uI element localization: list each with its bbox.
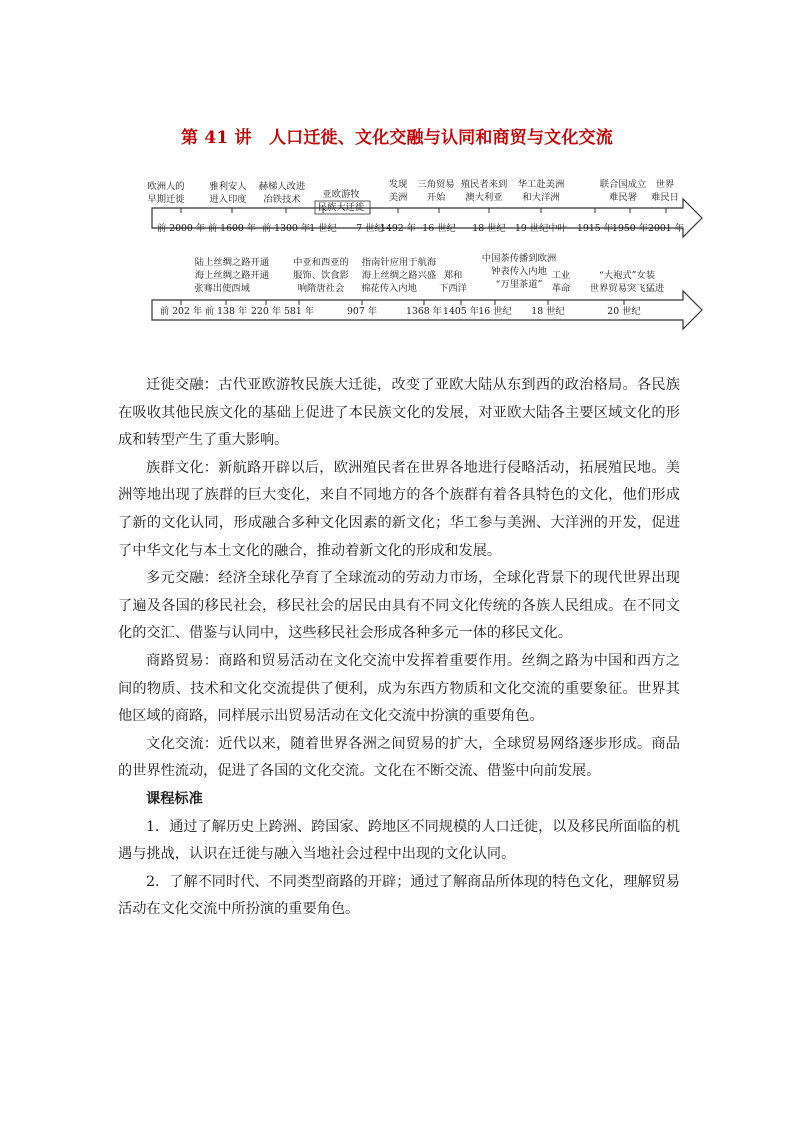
- top-event: [209, 180, 246, 205]
- bottom-event: [439, 269, 467, 294]
- bottom-event-line: 下西洋: [439, 283, 467, 294]
- bottom-event-line: 响隋唐社会: [297, 283, 345, 294]
- bottom-event-line: 海上丝绸之路兴盛: [361, 270, 437, 281]
- bottom-event-line: “大袍式”女装: [599, 270, 655, 281]
- top-event-line: 开始: [426, 192, 446, 203]
- top-event-line: 三角贸易: [417, 179, 455, 190]
- bottom-event: [482, 252, 556, 290]
- bottom-event: [552, 269, 571, 294]
- bottom-event-line: 棉花传入内地: [361, 283, 417, 294]
- top-event-line: 进入印度: [209, 194, 247, 205]
- top-event-line: 美洲: [388, 192, 408, 203]
- timeline-figure: [0, 0, 794, 340]
- bottom-event: [293, 256, 349, 294]
- tick-label: 18 世纪: [531, 306, 565, 317]
- bottom-event-line: 服饰、饮食影: [293, 270, 349, 281]
- bottom-event-line: 郑和: [443, 270, 463, 281]
- tick-label: 前 1600 年: [207, 223, 257, 234]
- top-event: [600, 178, 647, 203]
- tick-label: 1492 年: [380, 223, 416, 234]
- top-event-line: 亚欧游牧: [322, 189, 360, 200]
- top-event: [389, 178, 408, 203]
- tick-label: 前 2000 年: [156, 223, 206, 234]
- tick-label: 19 世纪中叶: [515, 223, 567, 234]
- tick-label: 18 世纪: [472, 223, 506, 234]
- bottom-event-line: 张骞出使西域: [194, 283, 250, 294]
- bottom-event-line: 革命: [551, 283, 571, 294]
- tick-label: 220 年: [251, 306, 281, 317]
- tick-label: 2001 年: [648, 223, 684, 234]
- tick-label: 前 138 年: [204, 306, 248, 317]
- bottom-event-line: 指南针应用于航海: [361, 257, 437, 268]
- paragraph-migration: 迁徙交融：古代亚欧游牧民族大迁徙，改变了亚欧大陆从东到西的政治格局。各民族在吸收其他民族文化的基础上促进了本民族文化的发展，对亚欧大陆各主要区域文化的形成和转型产生了重大影响。: [118, 377, 680, 449]
- top-event: [651, 178, 679, 203]
- paragraph-ethnic-culture: 族群文化：新航路开辟以后，欧洲殖民者在世界各地进行侵略活动，拓展殖民地。美洲等地出现了族群的巨大变化，来自不同地方的各个族群有着各具特色的文化，他们形成了新的文化认同，形成融合多种文化因素的新文化；华工参与美洲、大洋洲的开发，促进了中华文化与本土文化的融合，推动着新文化的形成和发展。: [118, 459, 680, 559]
- page-title: 第 41 讲 人口迁徙、文化交融与认同和商贸与文化交流: [181, 128, 613, 148]
- top-event-line: 早期迁徙: [147, 194, 185, 205]
- bottom-event: [590, 269, 664, 294]
- bottom-event-line: 中国茶传播到欧洲: [481, 253, 557, 264]
- top-event-line: 难民署: [609, 192, 637, 203]
- tick-label: 1405 年: [443, 306, 479, 317]
- top-event-line: 和大洋洲: [522, 192, 560, 203]
- top-event-line: 联合国成立: [599, 179, 647, 190]
- bottom-event-line: 钟表传入内地: [491, 266, 547, 277]
- body-text: [118, 372, 680, 924]
- tick-label: 581 年: [284, 306, 314, 317]
- tick-label: 907 年: [347, 306, 377, 317]
- top-event-line: 世界: [655, 179, 675, 190]
- tick-label: 1 世纪: [309, 223, 337, 234]
- bottom-event-line: 中亚和西亚的: [293, 257, 349, 268]
- top-event-line: 冶铁技术: [263, 194, 301, 205]
- top-event: [318, 188, 365, 213]
- top-event-line: 民族大迁徙: [317, 202, 365, 213]
- timeline-bottom-events: [194, 252, 664, 294]
- tick-label: 7 世纪: [356, 223, 384, 234]
- bottom-event-line: 世界贸易突飞猛进: [589, 283, 665, 294]
- top-event-line: 澳大利亚: [465, 192, 503, 203]
- bottom-event-line: 海上丝绸之路开通: [194, 270, 270, 281]
- bottom-event-line: 陆上丝绸之路开通: [194, 257, 270, 268]
- top-event-line: 雅利安人: [209, 181, 247, 192]
- tick-label: 1368 年: [406, 306, 442, 317]
- tick-label: 16 世纪: [422, 223, 456, 234]
- bottom-event-line: “万里茶道”: [495, 279, 543, 290]
- bottom-event-line: 工业: [551, 270, 571, 281]
- paragraph-trade-routes: 商路贸易：商路和贸易活动在文化交流中发挥着重要作用。丝绸之路为中国和西方之间的物质、技术和文化交流提供了便利，成为东西方物质和文化交流的重要象征。世界其他区域的商路，同样展示出贸易活动在文化交流中扮演的重要角色。: [118, 652, 680, 725]
- top-event: [461, 178, 508, 203]
- top-event-line: 华工赴美洲: [517, 179, 565, 190]
- top-event: [259, 180, 306, 205]
- tick-label: 16 世纪: [478, 306, 512, 317]
- top-event-line: 欧洲人的: [147, 181, 185, 192]
- standards-heading: 课程标准: [146, 790, 203, 807]
- top-event: [147, 180, 185, 205]
- standard-item: 1．通过了解历史上跨洲、跨国家、跨地区不同规模的人口迁徙，以及移民所面临的机遇与挑战，认识在迁徙与融入当地社会过程中出现的文化认同。: [118, 818, 680, 863]
- tick-label: 前 1300 年: [261, 223, 311, 234]
- top-event-line: 发现: [388, 179, 408, 190]
- tick-label: 前 202 年: [159, 306, 203, 317]
- top-event-line: 殖民者来到: [460, 179, 508, 190]
- top-event: [518, 178, 565, 203]
- top-event-line: 难民日: [651, 192, 679, 203]
- paragraph-multicultural: 多元交融：经济全球化孕育了全球流动的劳动力市场，全球化背景下的现代世界出现了遍及各国的移民社会，移民社会的居民由具有不同文化传统的各族人民组成。在不同文化的交汇、借鉴与认同中，这些移民社会形成各种多元一体的移民文化。: [118, 570, 680, 642]
- standard-item: 2．了解不同时代、不同类型商路的开辟；通过了解商品所体现的特色文化，理解贸易活动在文化交流中所扮演的重要角色。: [118, 873, 680, 918]
- top-event-line: 赫梯人改进: [258, 181, 306, 192]
- top-event: [417, 178, 454, 203]
- paragraph-cultural-exchange: 文化交流：近代以来，随着世界各洲之间贸易的扩大，全球贸易网络逐步形成。商品的世界性流动，促进了各国的文化交流。文化在不断交流、借鉴中向前发展。: [118, 735, 680, 780]
- tick-label: 20 世纪: [607, 306, 641, 317]
- bottom-event: [361, 256, 437, 294]
- tick-label: 1915 年: [577, 223, 613, 234]
- tick-label: 1950 年: [612, 223, 648, 234]
- bottom-event: [194, 256, 269, 294]
